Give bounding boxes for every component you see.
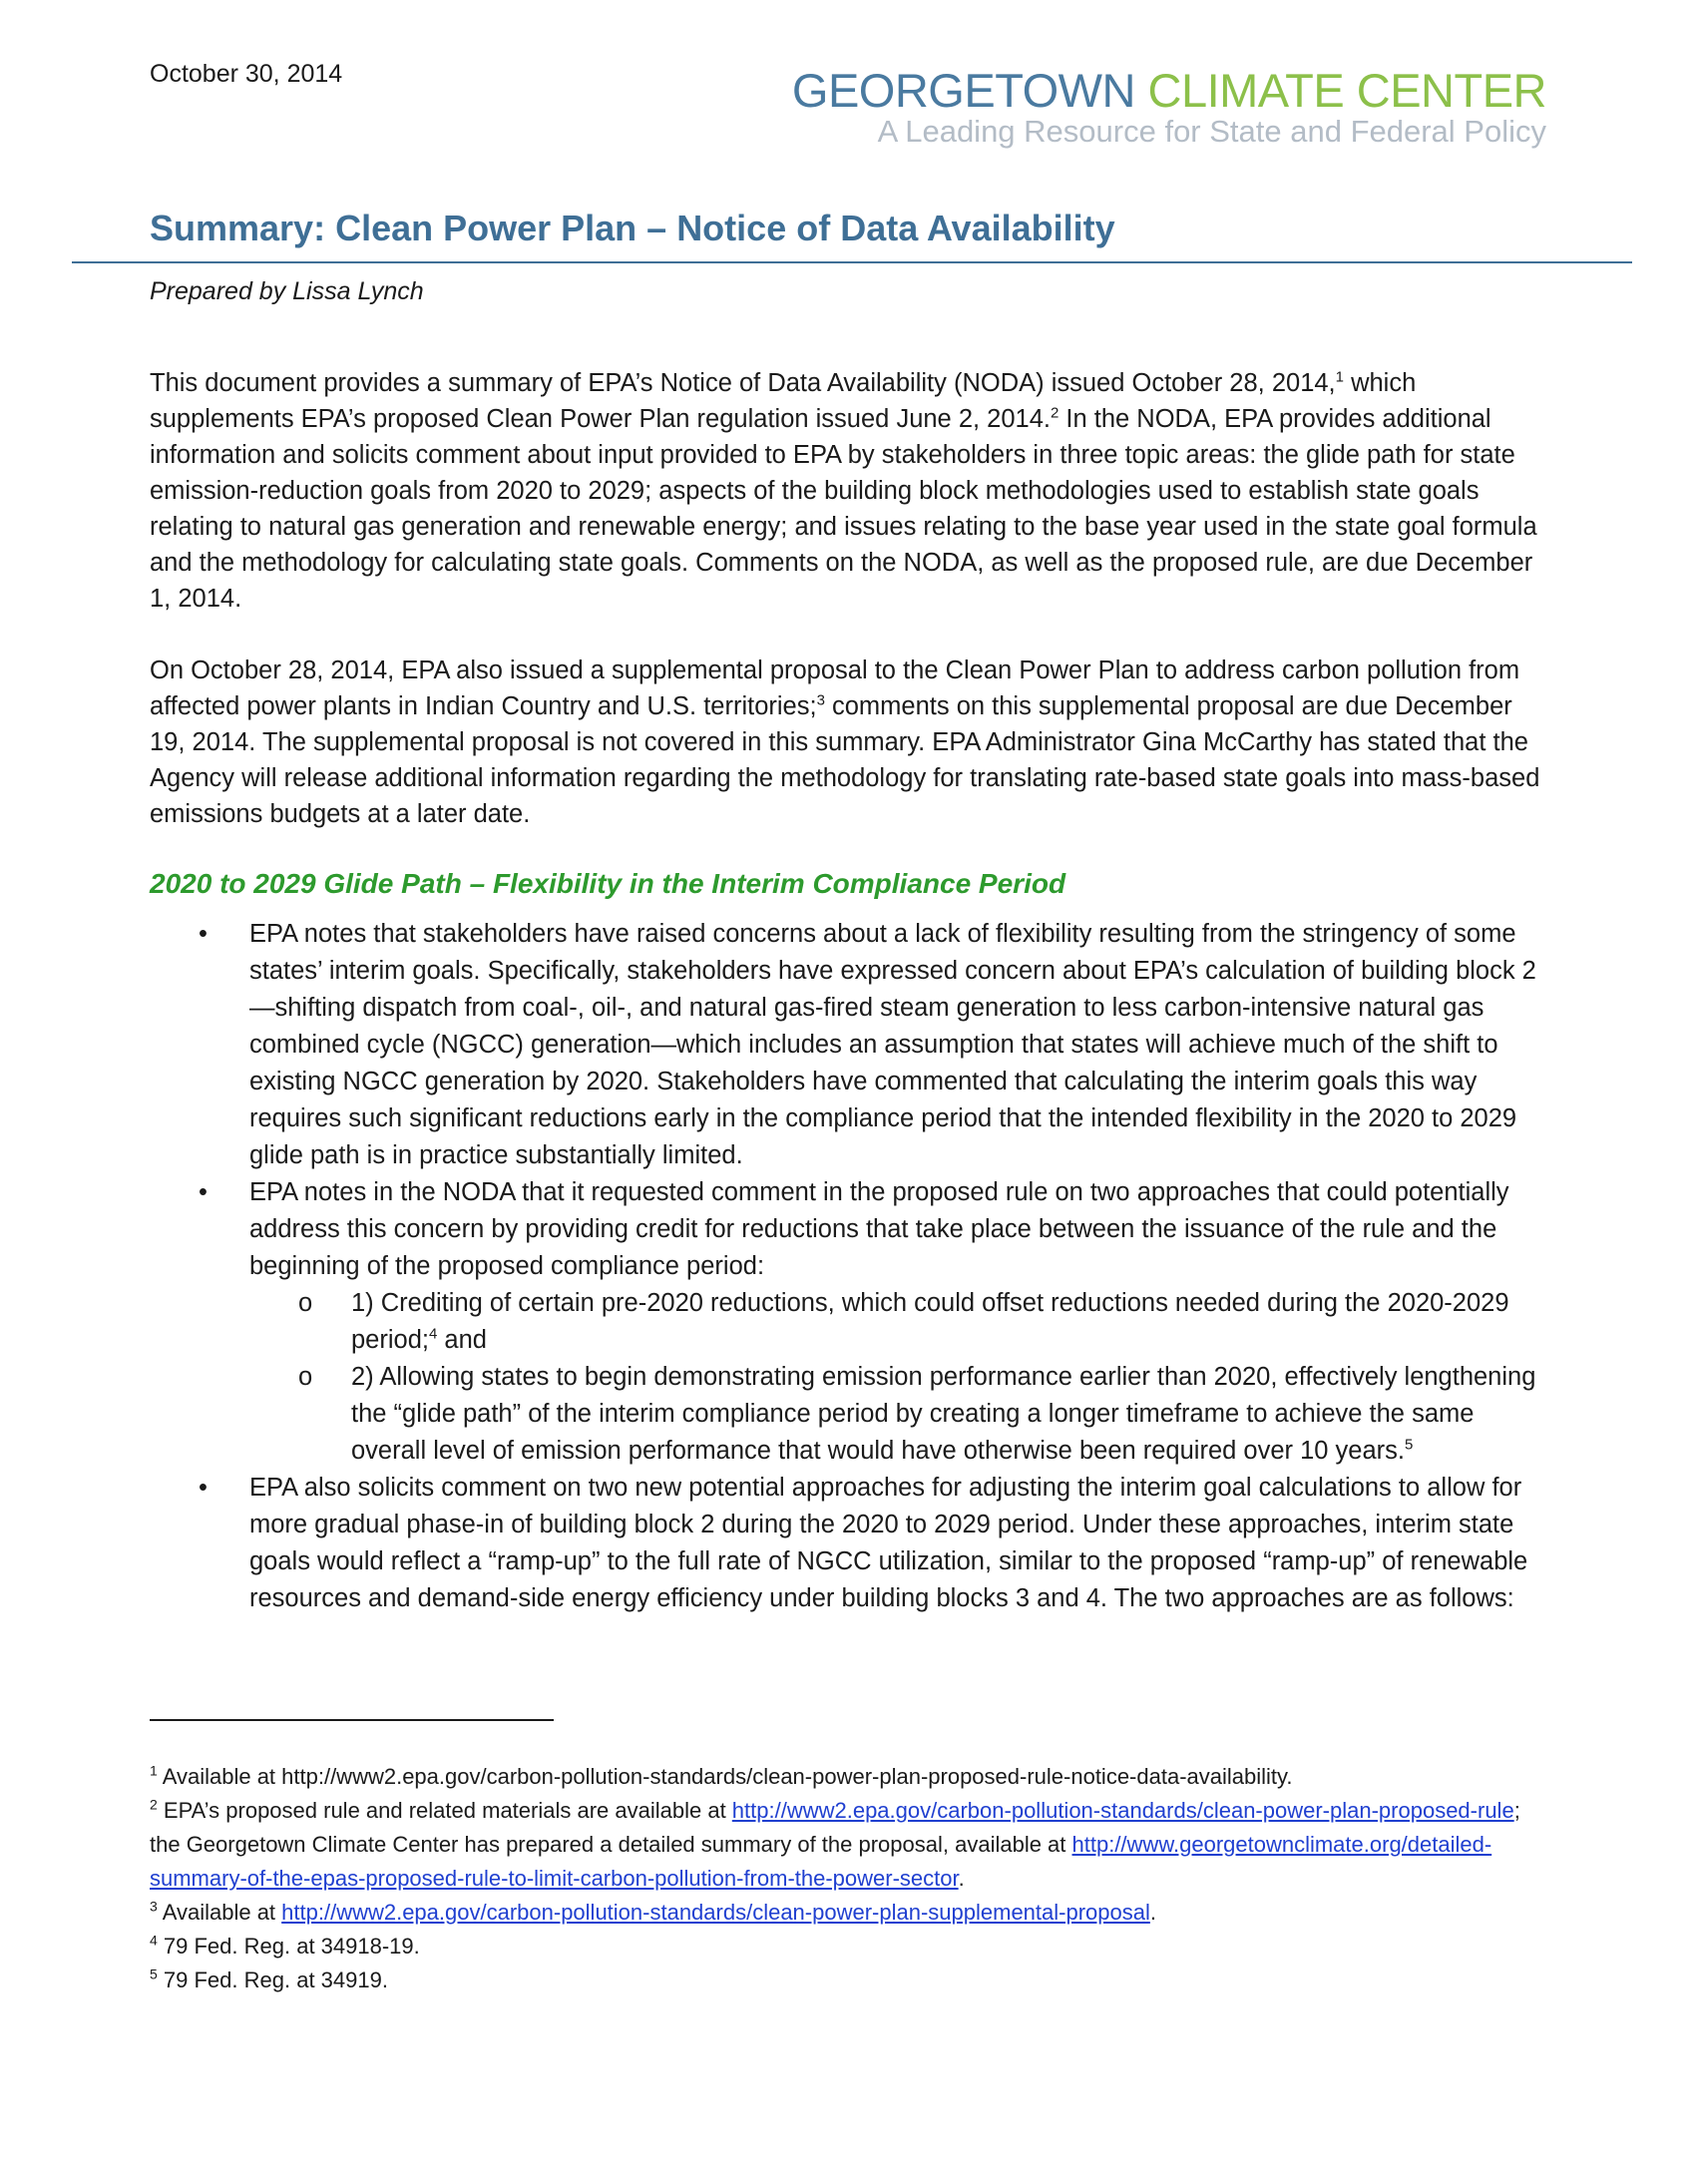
intro-paragraph-2 xyxy=(150,653,1546,832)
intro-p2-text-b: comments on this supplemental proposal are due December 19, 2014. The supplemental proposal is not covered in this summary. EPA Administrator Gina McCarthy has stated that the Agency will release additional information regarding the methodology for translating rate-based state goals into mass-based emissions budgets at a later date. xyxy=(150,692,1540,828)
footnote-number: 2 xyxy=(150,1796,158,1813)
bullet-3-text: EPA also solicits comment on two new potential approaches for adjusting the interim goal calculations to allow for more gradual phase-in of building block 2 during the 2020 to 2029 period. Under these approaches, interim state goals would reflect a “ramp-up” to the full rate of NGCC utilization, similar to the proposed “ramp-up” of renewable resources and demand-side energy efficiency under building blocks 3 and 4. The two approaches are as follows: xyxy=(249,1474,1528,1612)
footnote-5 xyxy=(150,1964,1546,1997)
footnote-4 xyxy=(150,1930,1546,1964)
footnotes xyxy=(150,1760,1546,1997)
footnote-ref-4[interactable]: 4 xyxy=(428,1325,438,1343)
footnote-4-text: 79 Fed. Reg. at 34918-19. xyxy=(157,1934,420,1959)
sub-list-item xyxy=(249,1359,1546,1470)
logo-tagline: A Leading Resource for State and Federal Policy xyxy=(877,114,1546,149)
title-divider xyxy=(72,261,1632,263)
section-heading-glide-path: 2020 to 2029 Glide Path – Flexibility in the Interim Compliance Period xyxy=(150,868,1066,899)
sub-bullet-list xyxy=(249,1285,1546,1470)
footnote-ref-5[interactable]: 5 xyxy=(1404,1436,1414,1454)
georgetown-climate-center-logo xyxy=(792,66,1546,150)
document-date: October 30, 2014 xyxy=(150,60,343,88)
author-byline: Prepared by Lissa Lynch xyxy=(150,277,424,305)
epa-proposed-rule-link[interactable]: http://www2.epa.gov/carbon-pollution-standards/clean-power-plan-proposed-rule xyxy=(731,1798,1514,1823)
footnote-3-text-a: Available at xyxy=(157,1900,282,1925)
bullet-marker: • xyxy=(199,920,208,948)
logo-climate-center-text: CLIMATE CENTER xyxy=(1147,64,1546,117)
bullet-marker: • xyxy=(199,1178,208,1206)
footnote-number: 1 xyxy=(150,1762,158,1779)
footnote-1-text: Available at http://www2.epa.gov/carbon-pollution-standards/clean-power-plan-proposed-rule-notice-data-availability. xyxy=(157,1764,1293,1789)
footnote-separator xyxy=(150,1719,554,1721)
sub-bullet-2-text: 2) Allowing states to begin demonstrating emission performance earlier than 2020, effectively lengthening the “glide path” of the interim compliance period by creating a longer timeframe to achieve the same overall level of emission performance that would have otherwise been required over 10 years. xyxy=(351,1363,1536,1465)
sub-list-item xyxy=(249,1285,1546,1359)
footnote-number: 4 xyxy=(150,1932,158,1949)
logo-wordmark xyxy=(792,66,1546,116)
list-item xyxy=(150,1174,1546,1470)
list-item xyxy=(150,1470,1546,1617)
footnote-2-text-c: . xyxy=(958,1866,965,1891)
footnote-3-text-b: . xyxy=(1149,1900,1156,1925)
list-item xyxy=(150,916,1546,1174)
intro-p1-text-c: In the NODA, EPA provides additional information and solicits comment about input provided to EPA by stakeholders in three topic areas: the glide path for state emission-reduction goals from 2020 to 2029; aspects of the building block methodologies used to establish state goals relating to natural gas generation and renewable energy; and issues relating to the base year used in the state goal formula and the methodology for calculating state goals. Comments on the NODA, as well as the proposed rule, are due December 1, 2014. xyxy=(150,405,1537,613)
sub-bullet-marker: o xyxy=(298,1363,313,1391)
footnote-2 xyxy=(150,1794,1546,1896)
footnote-2-text-a: EPA’s proposed rule and related materials are available at xyxy=(157,1798,732,1823)
sub-bullet-marker: o xyxy=(298,1289,313,1317)
logo-georgetown-text: GEORGETOWN xyxy=(791,64,1135,117)
bullet-1-text: EPA notes that stakeholders have raised concerns about a lack of flexibility resulting from the stringency of some states’ interim goals. Specifically, stakeholders have expressed concern about EPA’s calculation of building block 2—shifting dispatch from coal-, oil-, and natural gas-fired steam generation to less carbon-intensive natural gas combined cycle (NGCC) generation—which includes an assumption that states will achieve much of the shift to existing NGCC generation by 2020. Stakeholders have commented that calculating the interim goals this way requires such significant reductions early in the compliance period that the intended flexibility in the 2020 to 2029 glide path is in practice substantially limited. xyxy=(249,920,1536,1169)
sub-bullet-1-text-b: and xyxy=(437,1326,487,1354)
footnote-ref-3[interactable]: 3 xyxy=(816,691,825,709)
footnote-number: 3 xyxy=(150,1898,158,1915)
intro-paragraph-1 xyxy=(150,365,1546,617)
footnote-3 xyxy=(150,1896,1546,1930)
bullet-2-text: EPA notes in the NODA that it requested comment in the proposed rule on two approaches that could potentially address this concern by providing credit for reductions that take place between the issuance of the rule and the beginning of the proposed compliance period: xyxy=(249,1178,1509,1280)
footnote-1 xyxy=(150,1760,1546,1794)
glide-path-bullet-list xyxy=(150,916,1546,1617)
sub-bullet-1-text-a: 1) Crediting of certain pre-2020 reductions, which could offset reductions needed during the 2020-2029 period; xyxy=(351,1289,1509,1354)
footnote-5-text: 79 Fed. Reg. at 34919. xyxy=(157,1967,388,1992)
intro-p1-text-b: which supplements EPA’s proposed Clean Power Plan regulation issued June 2, 2014. xyxy=(150,369,1417,433)
intro-p1-text-a: This document provides a summary of EPA’s Notice of Data Availability (NODA) issued October 28, 2014, xyxy=(150,369,1336,397)
supplemental-proposal-link[interactable]: http://www2.epa.gov/carbon-pollution-standards/clean-power-plan-supplemental-proposal xyxy=(281,1900,1150,1925)
bullet-marker: • xyxy=(199,1474,208,1502)
footnote-number: 5 xyxy=(150,1966,158,1982)
footnote-2-text-b: ; the Georgetown Climate Center has prepared a detailed summary of the proposal, available at xyxy=(150,1798,1520,1857)
footnote-ref-1[interactable]: 1 xyxy=(1335,368,1344,386)
footnote-ref-2[interactable]: 2 xyxy=(1050,404,1060,422)
gcc-detailed-summary-link[interactable]: http://www.georgetownclimate.org/detailed-summary-of-the-epas-proposed-rule-to-limit-carbon-pollution-from-the-power-sector xyxy=(150,1832,1492,1891)
intro-p2-text-a: On October 28, 2014, EPA also issued a supplemental proposal to the Clean Power Plan to address carbon pollution from affected power plants in Indian Country and U.S. territories; xyxy=(150,656,1520,720)
page-title: Summary: Clean Power Plan – Notice of Data Availability xyxy=(150,208,1115,248)
